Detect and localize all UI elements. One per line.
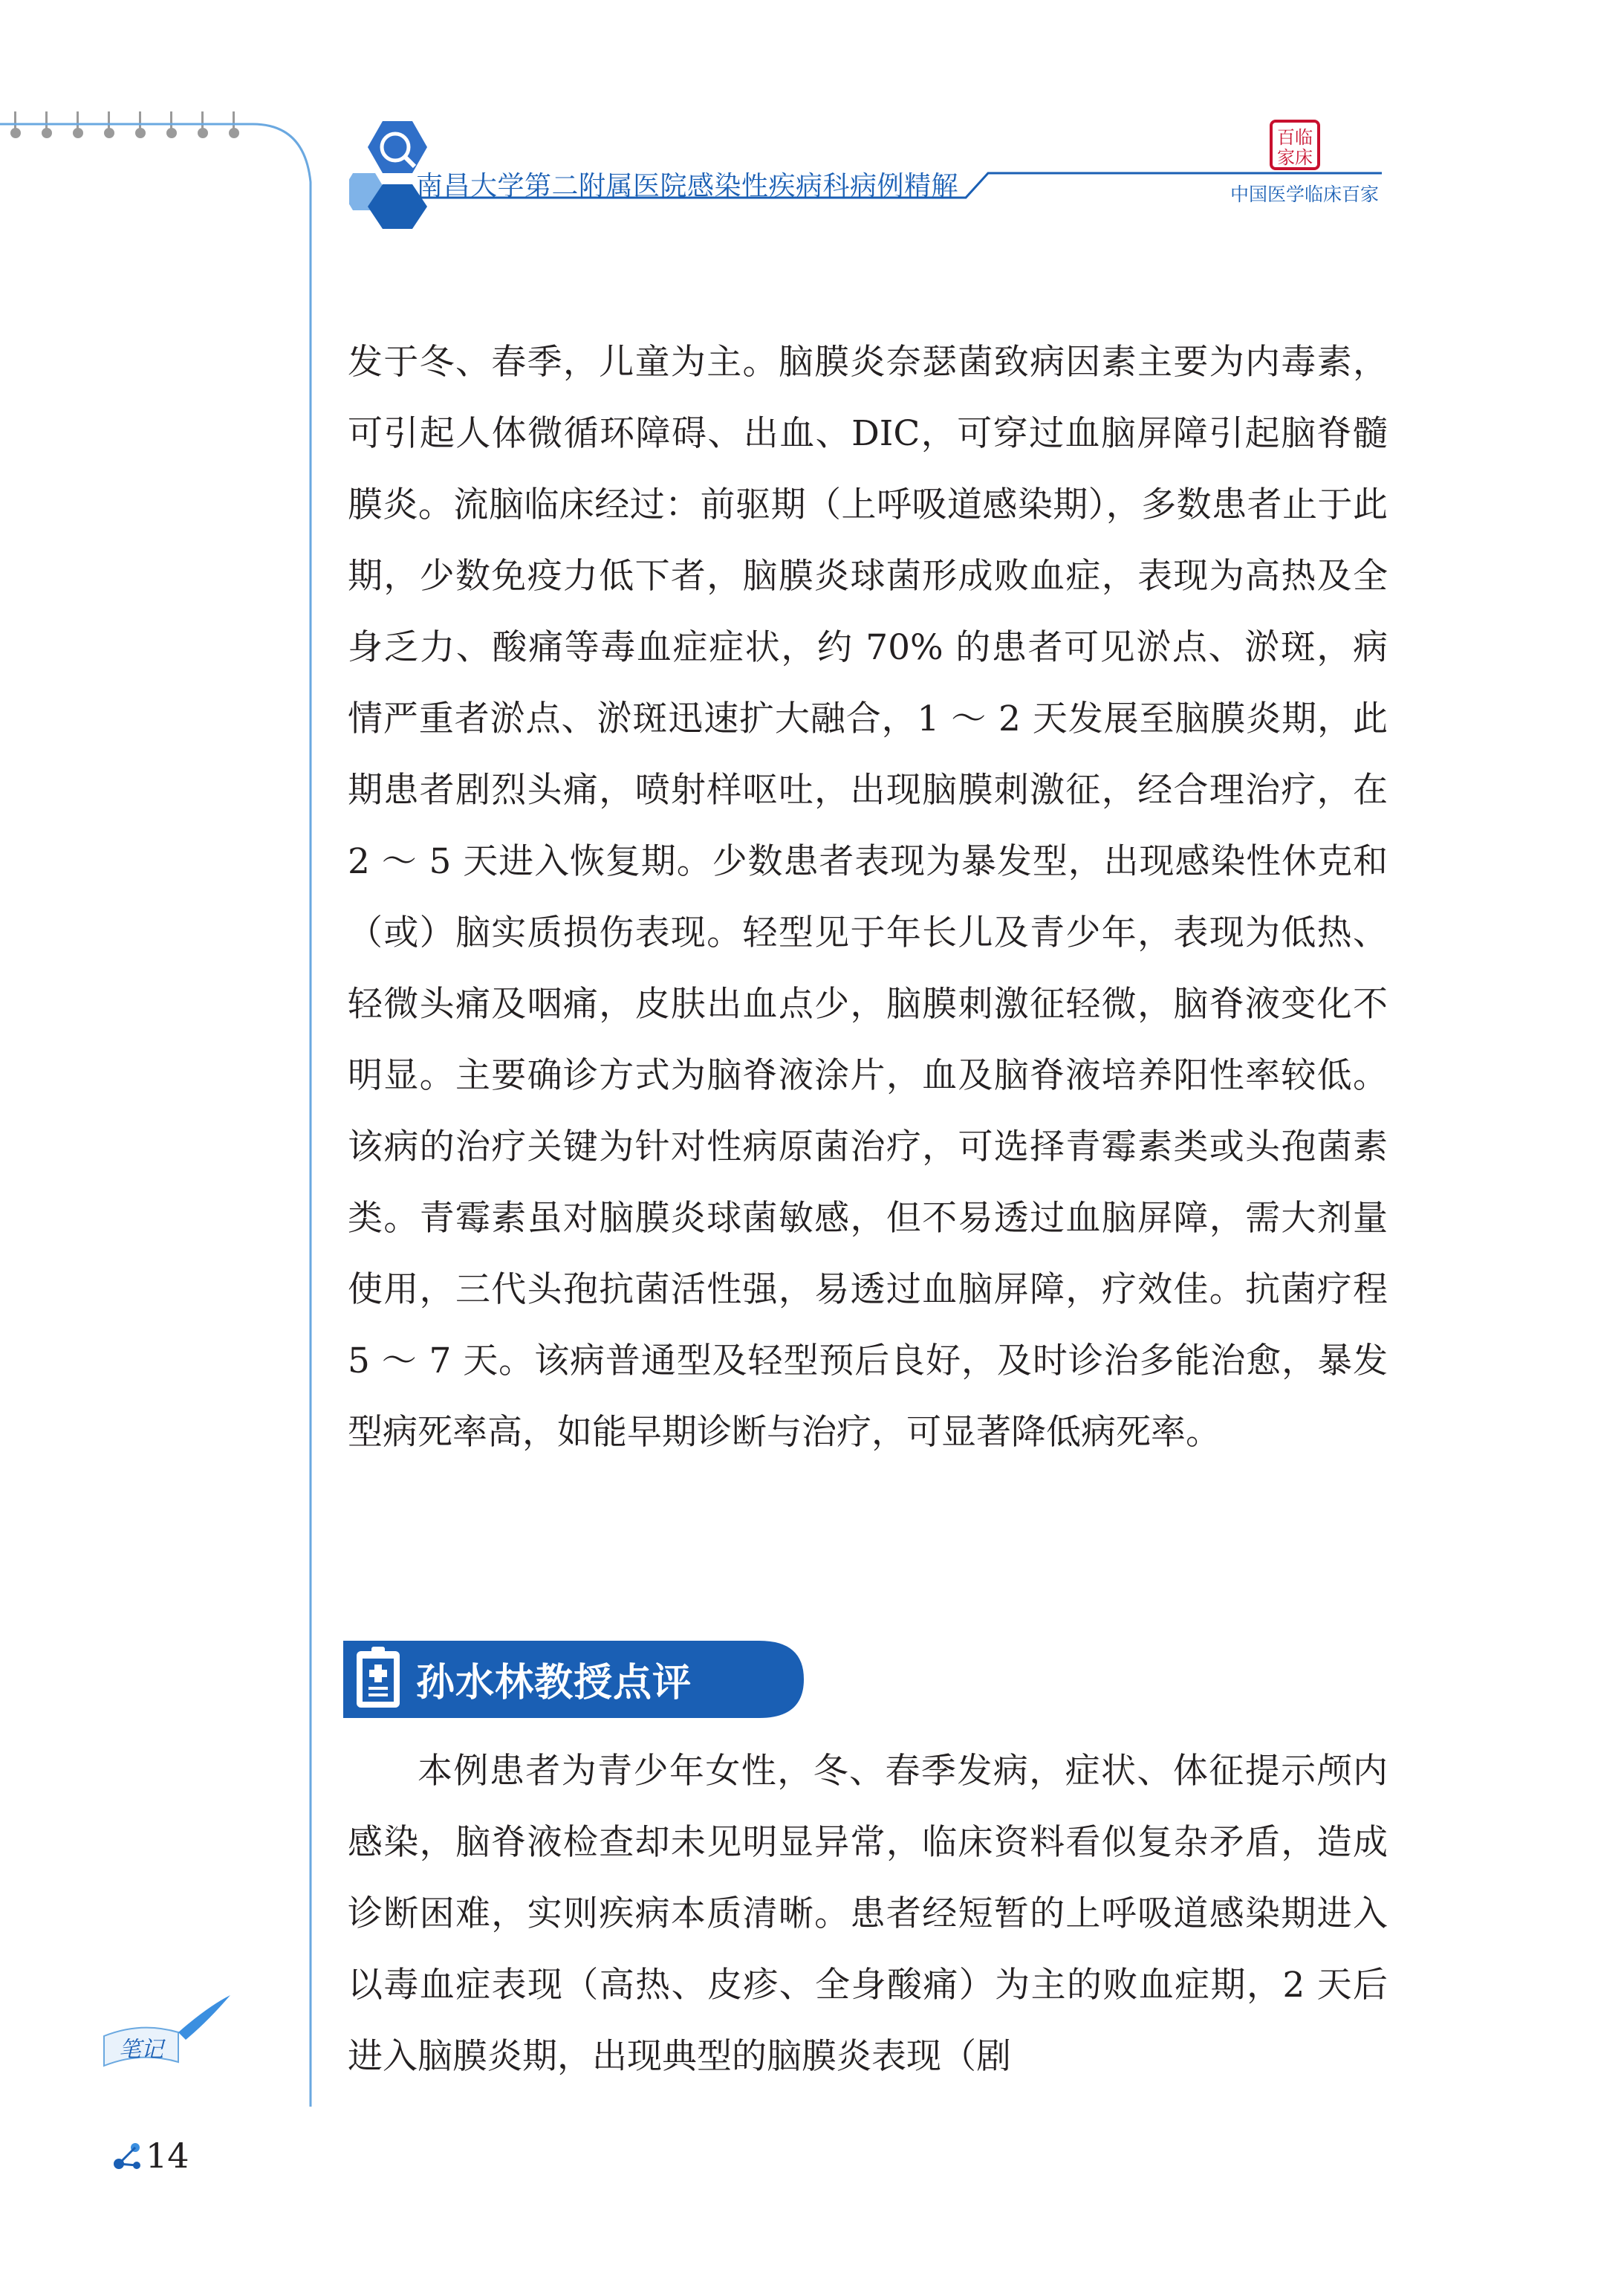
seal-logo-icon — [1269, 119, 1321, 171]
comment-paragraph — [348, 1736, 1388, 2093]
margin-rule — [0, 115, 327, 2107]
section-title: 孙水林教授点评 — [416, 1661, 692, 1705]
page-deco-icon — [110, 2137, 147, 2174]
notes-pen-icon — [97, 1991, 238, 2073]
body-paragraph-text: 发于冬、春季，儿童为主。脑膜炎奈瑟菌致病因素主要为内毒素，可引起人体微循环障碍、出血、DIC，可穿过血脑屏障引起脑脊髓膜炎。流脑临床经过：前驱期（上呼吸道感染期），多数患者止于此期，少数免疫力低下者，脑膜炎球菌形成败血症，表现为高热及全身乏力、酸痛等毒血症症状，约 70% 的患者可见淤点、淤斑，病情严重者淤点、淤斑迅速扩大融合，1 ～ 2 天发展至脑膜炎期，此期患者剧烈头痛，喷射样呕吐，出现脑膜刺激征，经合理治疗，在 2 ～ 5 天进入恢复期。少数患者表现为暴发型，出现感染性休克和（或）脑实质损伤表现。轻型见于年长儿及青少年，表现为低热、轻微头痛及咽痛，皮肤出血点少，脑膜刺激征轻微，脑脊液变化不明显。主要确诊方式为脑脊液涂片，血及脑脊液培养阳性率较低。该病的治疗关键为针对性病原菌治疗，可选择青霉素类或头孢菌素类。青霉素虽对脑膜炎球菌敏感，但不易透过血脑屏障，需大剂量使用，三代头孢抗菌活性强，易透过血脑屏障，疗效佳。抗菌疗程 5 ～ 7 天。该病普通型及轻型预后良好，及时诊治多能治愈，暴发型病死率高，如能早期诊断与治疗，可显著降低病死率。 — [348, 342, 1388, 1453]
svg-text:家床: 家床 — [1277, 147, 1313, 168]
series-label: 中国医学临床百家 — [1230, 184, 1379, 205]
comment-paragraph-text: 本例患者为青少年女性，冬、春季发病，症状、体征提示颅内感染，脑脊液检查却未见明显异常，临床资料看似复杂矛盾，造成诊断困难，实则疾病本质清晰。患者经短暂的上呼吸道感染期进入以毒血症表现（高热、皮疹、全身酸痛）为主的败血症期，2 天后进入脑膜炎期，出现典型的脑膜炎表现（剧 — [348, 1751, 1388, 2077]
page-number: 14 — [146, 2136, 189, 2176]
body-paragraph — [348, 327, 1388, 1468]
book-title: 南昌大学第二附属医院感染性疾病科病例精解 — [416, 171, 959, 201]
svg-text:百临: 百临 — [1277, 127, 1313, 148]
notes-label: 笔记 — [119, 2037, 163, 2063]
